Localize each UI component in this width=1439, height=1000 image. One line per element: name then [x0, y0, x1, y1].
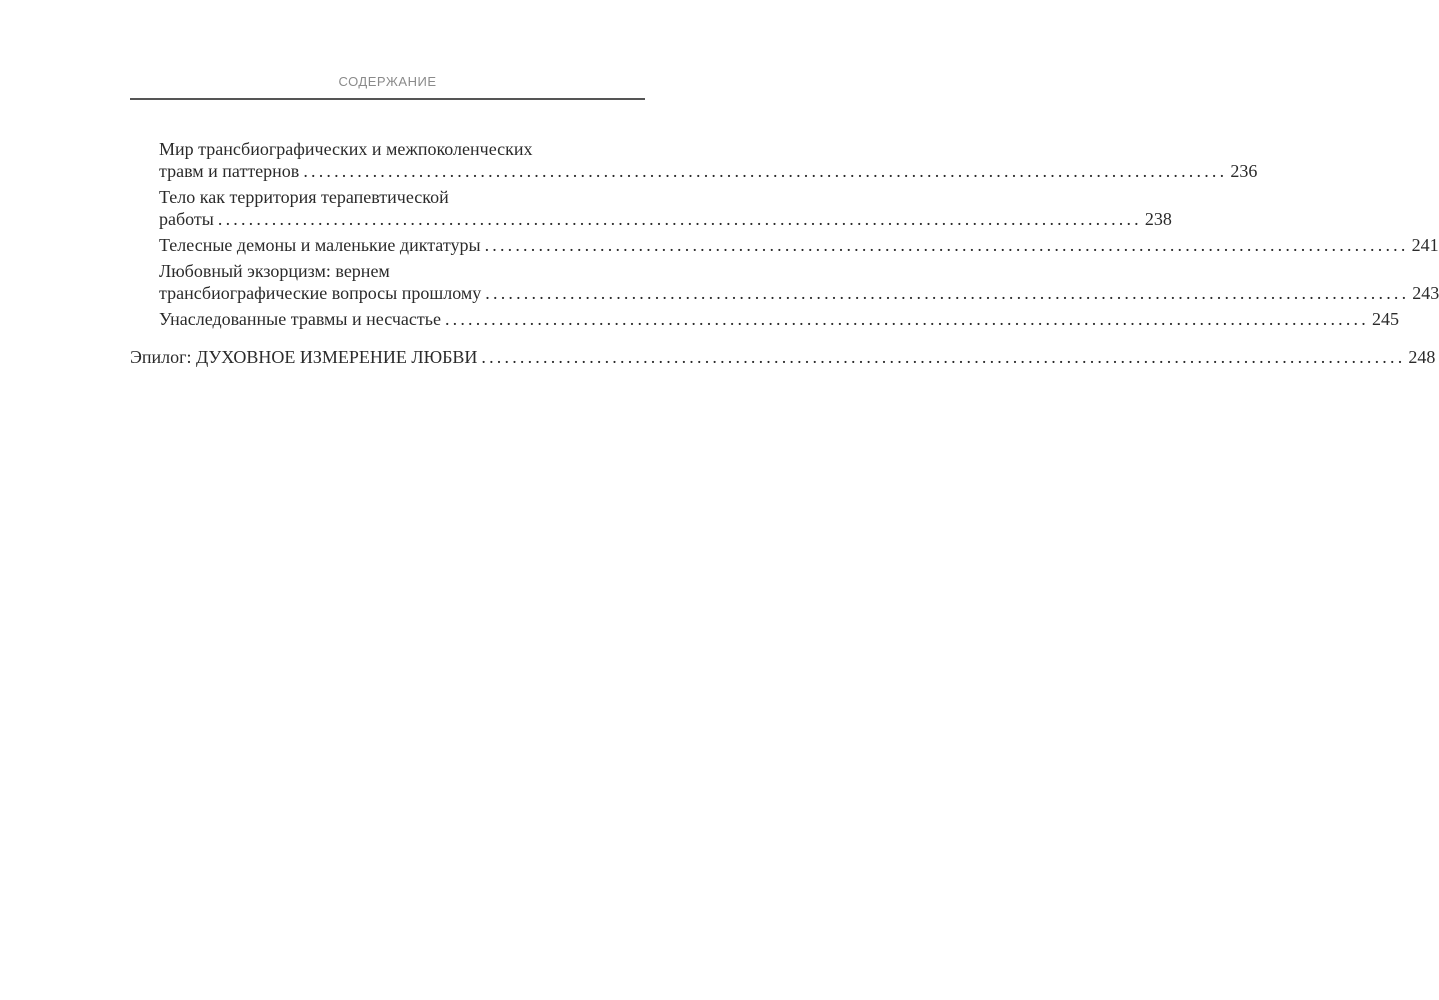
toc-entry[interactable]	[130, 138, 1258, 182]
dot-leader: ........................................................................................................................	[484, 235, 1409, 255]
toc-page-number: 245	[1371, 309, 1399, 329]
header-rule	[130, 98, 645, 100]
toc-entry[interactable]	[130, 260, 1439, 304]
dot-leader: ........................................................................................................................	[217, 209, 1142, 229]
toc-entry-epilogue[interactable]	[130, 346, 1436, 368]
toc-entry-title-line: Любовный экзорцизм: вернем	[159, 261, 390, 281]
toc-entry[interactable]	[130, 308, 1399, 330]
table-of-contents	[130, 138, 1439, 372]
toc-entry-title-line: Эпилог: ДУХОВНОЕ ИЗМЕРЕНИЕ ЛЮБВИ	[130, 347, 478, 367]
toc-entry-title-line: Мир трансбиографических и межпоколенческих	[159, 139, 533, 159]
toc-entry[interactable]	[130, 186, 1172, 230]
dot-leader: ........................................................................................................................	[303, 161, 1228, 181]
toc-page-number: 238	[1144, 209, 1172, 229]
dot-leader: ........................................................................................................................	[485, 283, 1410, 303]
toc-entry-title-line: работы	[159, 209, 214, 229]
toc-entry-title-line: травм и паттернов	[159, 161, 300, 181]
toc-entry-title-line: трансбиографические вопросы прошлому	[159, 283, 482, 303]
toc-entry[interactable]	[130, 234, 1439, 256]
dot-leader: ........................................................................................................................	[481, 347, 1406, 367]
toc-page-number: 243	[1412, 283, 1439, 303]
toc-page-number: 236	[1230, 161, 1258, 181]
toc-page-number: 241	[1411, 235, 1439, 255]
running-head: СОДЕРЖАНИЕ	[338, 74, 437, 89]
dot-leader: ........................................................................................................................	[444, 309, 1369, 329]
toc-entry-title-line: Телесные демоны и маленькие диктатуры	[159, 235, 481, 255]
toc-page-number: 248	[1408, 347, 1436, 367]
toc-entry-title-line: Унаследованные травмы и несчастье	[159, 309, 441, 329]
toc-entry-title-line: Тело как территория терапевтической	[159, 187, 449, 207]
